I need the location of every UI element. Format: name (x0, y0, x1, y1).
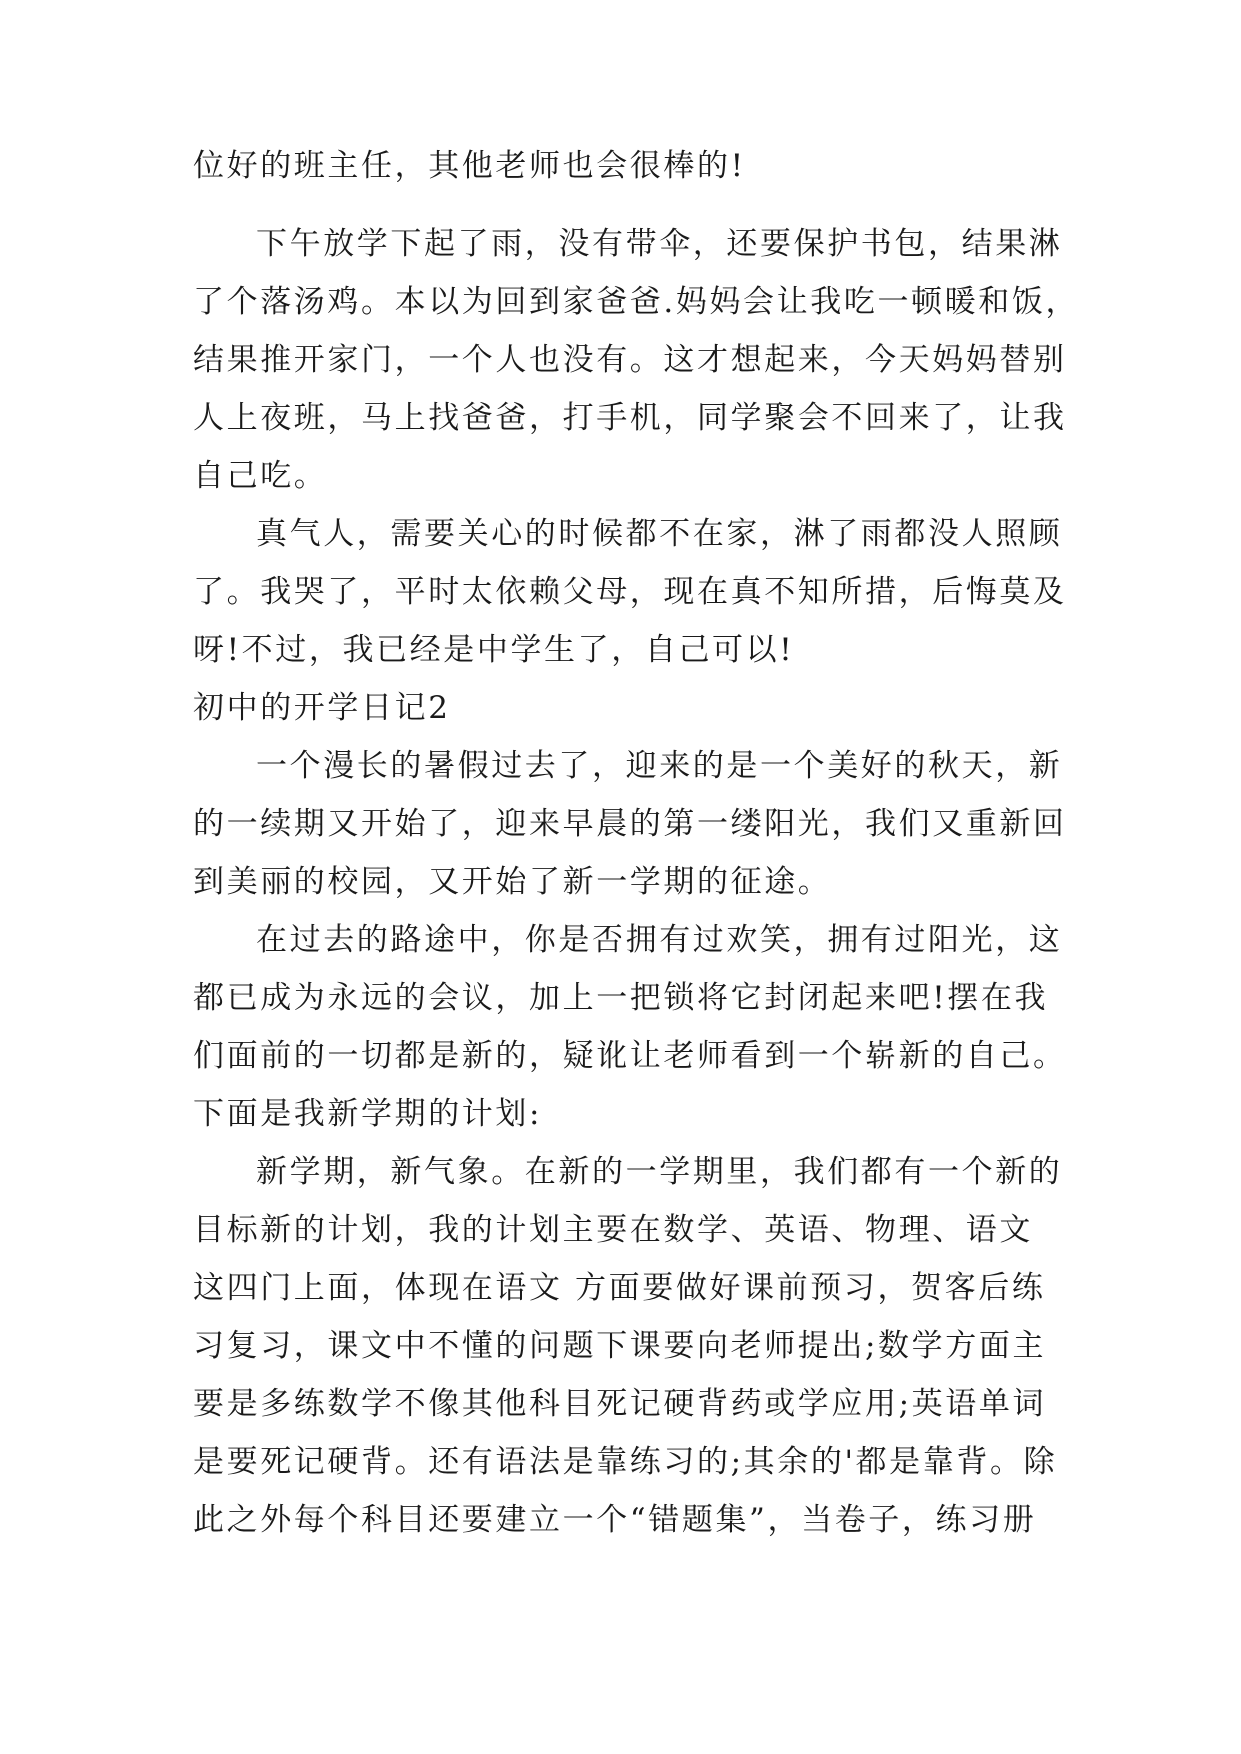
paragraph-first-line: 在过去的路途中，你是否拥有过欢笑，拥有过阳光，这 (256, 922, 1063, 958)
text-line: 此之外每个科目还要建立一个“错题集”，当卷子，练习册 (193, 1502, 1037, 1538)
text-line: 呀!不过，我已经是中学生了，自己可以! (193, 632, 795, 668)
text-line: 下面是我新学期的计划: (193, 1096, 543, 1132)
text-line: 是要死记硬背。还有语法是靠练习的;其余的'都是靠背。除 (193, 1444, 1058, 1480)
text-line: 习复习，课文中不懂的问题下课要向老师提出;数学方面主 (193, 1328, 1047, 1364)
text-line: 的一续期又开始了，迎来早晨的第一缕阳光，我们又重新回 (193, 806, 1067, 842)
text-line: 了个落汤鸡。本以为回到家爸爸.妈妈会让我吃一顿暖和饭， (193, 284, 1080, 320)
text-line: 都已成为永远的会议，加上一把锁将它封闭起来吧!摆在我 (193, 980, 1049, 1016)
text-line: 这四门上面，体现在语文 方面要做好课前预习，贺客后练 (193, 1270, 1046, 1306)
text-line: 结果推开家门，一个人也没有。这才想起来，今天妈妈替别 (193, 342, 1067, 378)
text-line: 要是多练数学不像其他科目死记硬背药或学应用;英语单词 (193, 1386, 1047, 1422)
text-line: 们面前的一切都是新的，疑讹让老师看到一个崭新的自己。 (193, 1038, 1067, 1074)
paragraph-first-line: 真气人，需要关心的时候都不在家，淋了雨都没人照顾 (256, 516, 1063, 552)
text-line: 了。我哭了，平时太依赖父母，现在真不知所措，后悔莫及 (193, 574, 1067, 610)
section-heading: 初中的开学日记2 (193, 690, 451, 726)
paragraph-first-line: 一个漫长的暑假过去了，迎来的是一个美好的秋天，新 (256, 748, 1063, 784)
text-line: 自己吃。 (193, 458, 328, 494)
text-line: 目标新的计划，我的计划主要在数学、英语、物理、语文 (193, 1212, 1033, 1248)
text-line: 位好的班主任，其他老师也会很棒的! (193, 148, 746, 184)
text-line: 到美丽的校园，又开始了新一学期的征途。 (193, 864, 832, 900)
paragraph-first-line: 下午放学下起了雨，没有带伞，还要保护书包，结果淋 (256, 226, 1063, 262)
paragraph-first-line: 新学期，新气象。在新的一学期里，我们都有一个新的 (256, 1154, 1063, 1190)
text-line: 人上夜班，马上找爸爸，打手机，同学聚会不回来了，让我 (193, 400, 1067, 436)
